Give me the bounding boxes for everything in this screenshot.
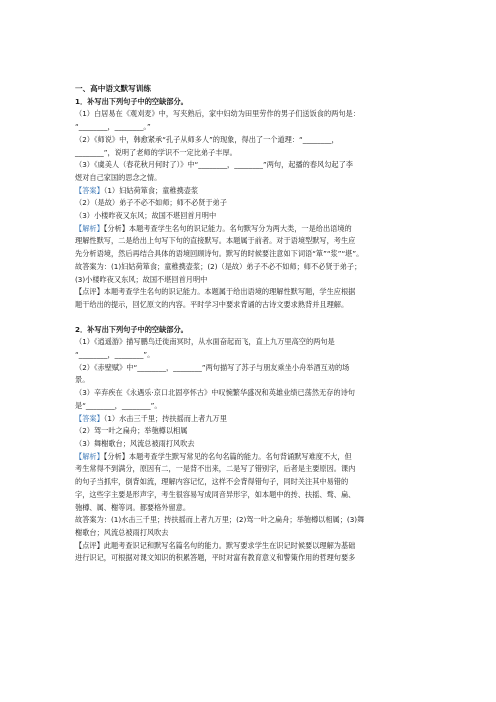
question-1-title: 1．补写出下列句子中的空缺部分。: [75, 96, 188, 106]
comment-line: 题干给出的提示，回忆原文的内容。平时学习中要求背诵的古诗文要求熟背并且理解。: [75, 299, 349, 309]
analysis-line: 匏樽、属、榭等词。都要格外留意。: [75, 502, 191, 512]
analysis-line: [75, 223, 428, 236]
answer-line: （2）（是故）弟子不必不如师；师不必贤于弟子: [75, 198, 227, 208]
answer-line: [75, 413, 428, 426]
question-1-line: （1）白居易在《观刈麦》中，写夹熟后，家中妇幼为田里劳作的男子们送饭食的两句是：: [75, 109, 360, 119]
question-1-line: （2）《师说》中，韩愈紧承“孔子从师多人”的现象，得出了一个道理：“________，: [75, 134, 339, 144]
comment-tag: 【点评】: [75, 540, 104, 550]
section-title: 一、高中语文默写训练: [75, 84, 151, 93]
question-2-line: 景。: [75, 375, 90, 385]
analysis-line: 故答案为：(1)水击三千里；抟扶摇而上者九万里；(2)驾一叶之扁舟；举匏樽以相属；(3)舞: [75, 515, 365, 525]
comment-line: [75, 286, 428, 299]
analysis-line: 考生常得不到满分，原因有二，一是背不出来，二是写了错别字，后者是主要原因。课内: [75, 464, 356, 474]
answer-line: （2）驾一叶之扁舟；举匏樽以相属: [75, 426, 188, 436]
analysis-line: [75, 451, 428, 464]
analysis-line: 先分析语境，然后再结合具体的语境回顾诗句。默写的时候要注意如下词语“箪”“浆”“堪”。: [75, 249, 364, 259]
comment-text: 此题考查识记和默写名篇名句的能力。默写要求学生在识记时候要以理解为基础: [103, 540, 356, 550]
comment-text: 本题考查学生名句的识记能力。本题属于给出语境的理解性默写题，学生应根据: [103, 287, 356, 297]
analysis-text: 本题考查学生名句的识记能力。名句默写分为两大类，一是给出语境的: [128, 223, 352, 233]
analysis-text: 本题考查学生默写常见的名句名篇的能力。名句背诵默写难度不大，但: [128, 451, 352, 461]
comment-tag: 【点评】: [75, 287, 104, 297]
answer-text: （1）水击三千里；抟扶摇而上者九万里: [103, 413, 227, 423]
analysis-line: 理解性默写，二是给出上句写下句的直接默写。本题属于前者。对于语境型默写，考生应: [75, 236, 356, 246]
answer-line: （3）舞榭歌台；风流总被雨打风吹去: [75, 438, 195, 448]
comment-line: 进行识记，可根据对课文知识的积累答题，平时对富有教育意义和警策作用的哲理句要多: [75, 553, 356, 563]
question-spacer: [75, 312, 428, 324]
answer-line: [75, 185, 428, 198]
question-2-line: （2）《赤壁赋》中“________，________”两句描写了苏子与朋友乘坐小舟举酒互劝的场: [75, 362, 350, 372]
comment-line: [75, 540, 428, 553]
analysis-line: (3)小楼昨夜又东风；故国不堪回首月明中: [75, 274, 208, 284]
question-1-line: 煜对自己家国的思念之情。: [75, 172, 162, 182]
question-1-line: ________”，说明了老师的学识不一定比弟子丰厚。: [75, 147, 237, 157]
answer-line: （3）小楼昨夜又东风；故国不堪回首月明中: [75, 211, 217, 221]
question-2-title: 2．补写出下列句子中的空缺部分。: [75, 324, 188, 334]
question-2-line: （3）辛弃疾在《永遇乐·京口北固亭怀古》中叹惋繁华盛况和英雄业绩已荡然无存的诗句: [75, 388, 355, 398]
analysis-line: 字，这些字主要是形声字，考生很容易写成同音异形字，如本题中的抟、扶摇、骛、扁、: [75, 489, 356, 499]
answer-text: （1）妇姑荷箪食；童稚携壶浆: [103, 185, 199, 195]
analysis-line: 榭歌台；风流总被雨打风吹去: [75, 527, 169, 537]
analysis-subtag: 【分析】: [103, 451, 129, 461]
question-2-line: 是“________，________”。: [75, 400, 162, 410]
answer-tag: 【答案】: [75, 413, 104, 423]
analysis-line: 的句子当抓牢，倒背如流，理解内容记忆，这样不会背得错句子，同时关注其中易错的: [75, 477, 349, 487]
question-2-line: （1）《逍遥游》描写鹏鸟迁徙南冥时，从水面奋起而飞，直上九万里高空的两句是: [75, 337, 335, 347]
question-1-line: “________，________。”: [75, 122, 151, 132]
question-1-line: （3）《虞美人（春花秋月何时了）》中“________，________”两句，起播的春风勾起了李: [75, 160, 353, 170]
analysis-tag: 【解析】: [75, 223, 104, 233]
analysis-subtag: 【分析】: [103, 223, 129, 233]
document-content: [75, 83, 428, 565]
question-2-line: “________，________”。: [75, 350, 155, 360]
analysis-tag: 【解析】: [75, 451, 104, 461]
analysis-line: 故答案为：(1)妇姑荷箪食；童稚携壶浆；(2)（是故）弟子不必不如师；师不必贤于弟子；: [75, 261, 362, 271]
answer-tag: 【答案】: [75, 185, 104, 195]
